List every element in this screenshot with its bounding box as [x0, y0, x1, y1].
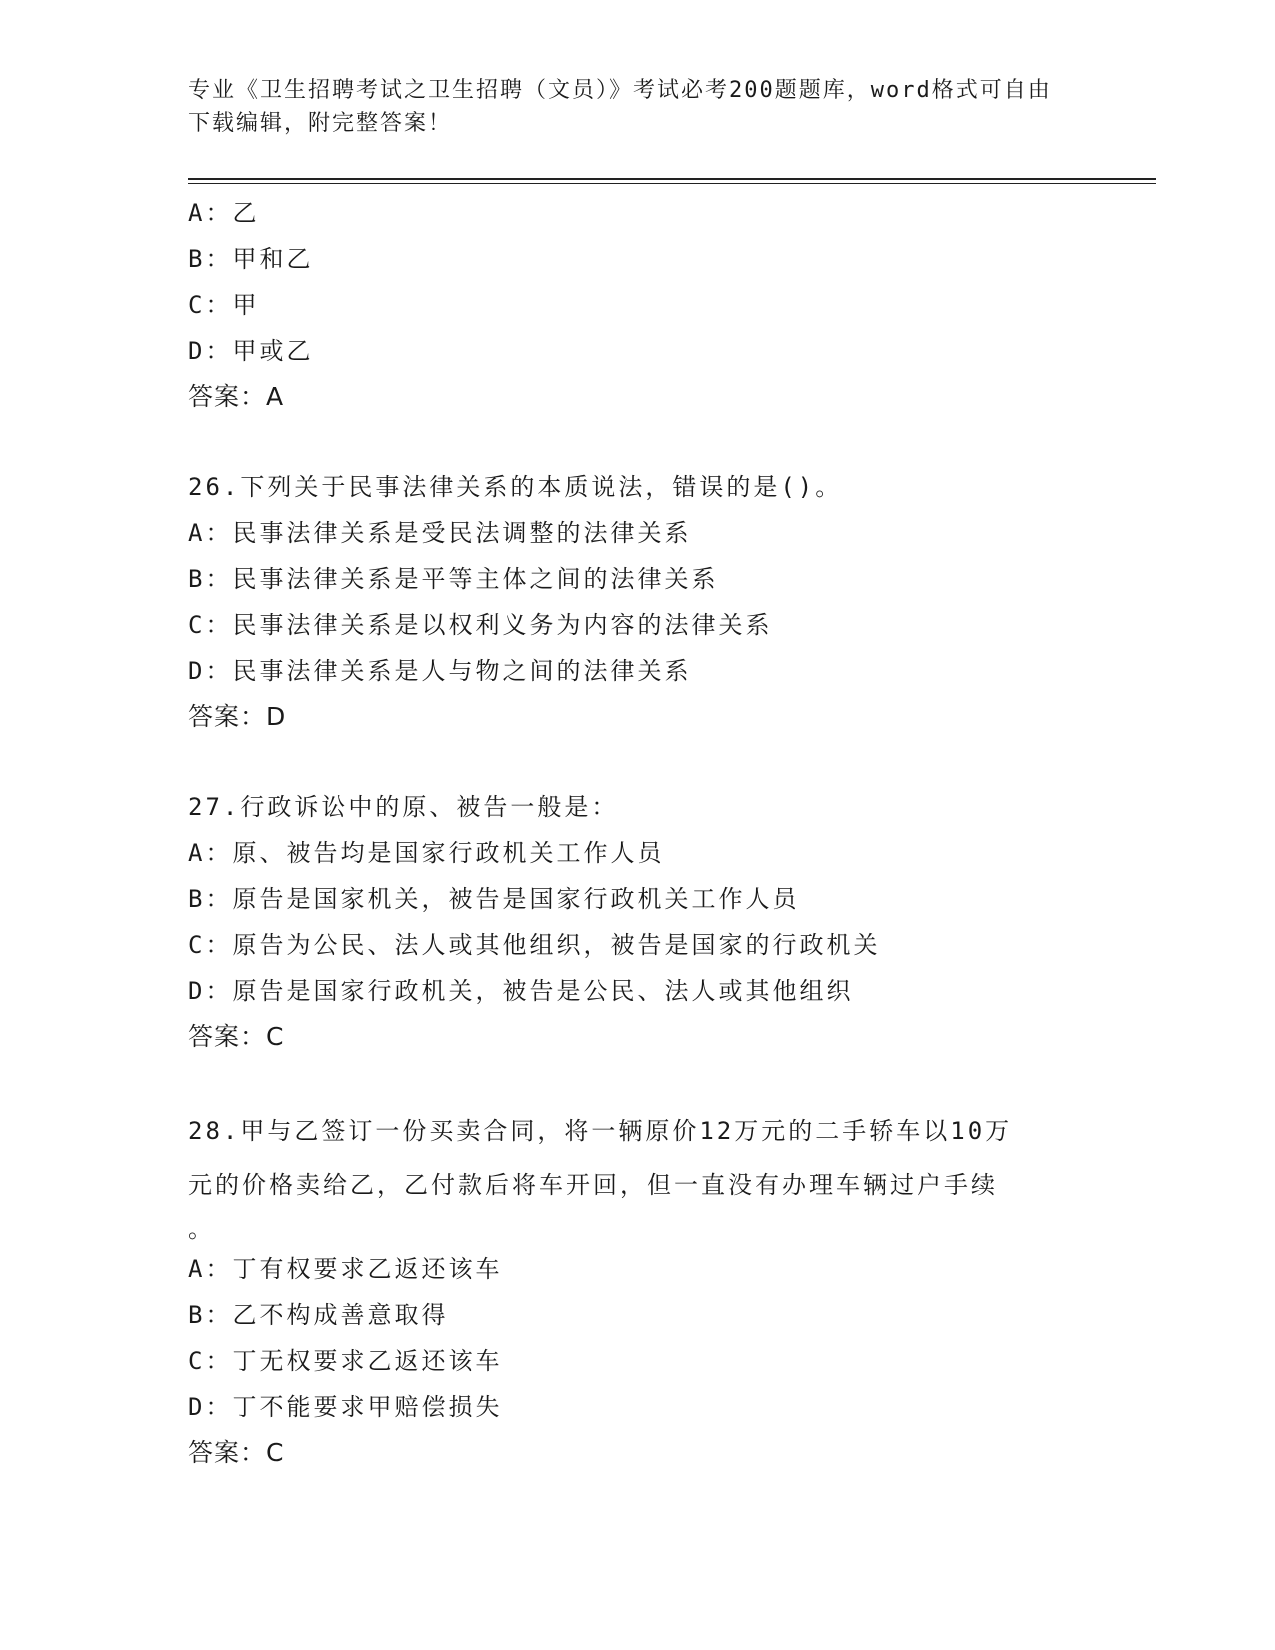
header-divider-thick [188, 178, 1156, 180]
answer: 答案：C [188, 1022, 285, 1051]
option-c: C：民事法律关系是以权利义务为内容的法律关系 [188, 611, 773, 639]
question-stem: 27.行政诉讼中的原、被告一般是： [188, 793, 619, 821]
answer: 答案：A [188, 382, 285, 411]
question-stem: 26.下列关于民事法律关系的本质说法，错误的是()。 [188, 473, 843, 501]
answer: 答案：D [188, 702, 287, 731]
option-d: D：甲或乙 [188, 337, 314, 365]
answer: 答案：C [188, 1438, 285, 1467]
document-header: 专业《卫生招聘考试之卫生招聘（文员）》考试必考200题题库，word格式可自由下载编辑，附完整答案！ [188, 78, 1052, 136]
option-b: B：民事法律关系是平等主体之间的法律关系 [188, 565, 719, 593]
header-divider-thin [188, 183, 1156, 184]
question-27 [188, 784, 1088, 1060]
option-d: D：丁不能要求甲赔偿损失 [188, 1393, 503, 1421]
option-a: A：乙 [188, 199, 260, 227]
question-stem-line-2: 元的价格卖给乙，乙付款后将车开回，但一直没有办理车辆过户手续 [188, 1171, 998, 1199]
option-c: C：甲 [188, 291, 260, 319]
option-b: B：乙不构成善意取得 [188, 1301, 449, 1329]
question-stem-line-1: 28.甲与乙签订一份买卖合同，将一辆原价12万元的二手轿车以10万 [188, 1117, 1013, 1145]
option-a: A：丁有权要求乙返还该车 [188, 1255, 503, 1283]
option-c: C：原告为公民、法人或其他组织，被告是国家的行政机关 [188, 931, 881, 959]
question-28 [188, 1104, 1088, 1476]
question-26 [188, 464, 1088, 740]
question-content [188, 190, 1088, 1476]
option-d: D：原告是国家行政机关，被告是公民、法人或其他组织 [188, 977, 854, 1005]
option-b: B：原告是国家机关，被告是国家行政机关工作人员 [188, 885, 800, 913]
option-b: B：甲和乙 [188, 245, 314, 273]
option-c: C：丁无权要求乙返还该车 [188, 1347, 503, 1375]
option-a: A：民事法律关系是受民法调整的法律关系 [188, 519, 692, 547]
option-d: D：民事法律关系是人与物之间的法律关系 [188, 657, 692, 685]
option-a: A：原、被告均是国家行政机关工作人员 [188, 839, 665, 867]
question-25 [188, 190, 1088, 420]
question-stem-line-3: 。 [188, 1215, 215, 1243]
